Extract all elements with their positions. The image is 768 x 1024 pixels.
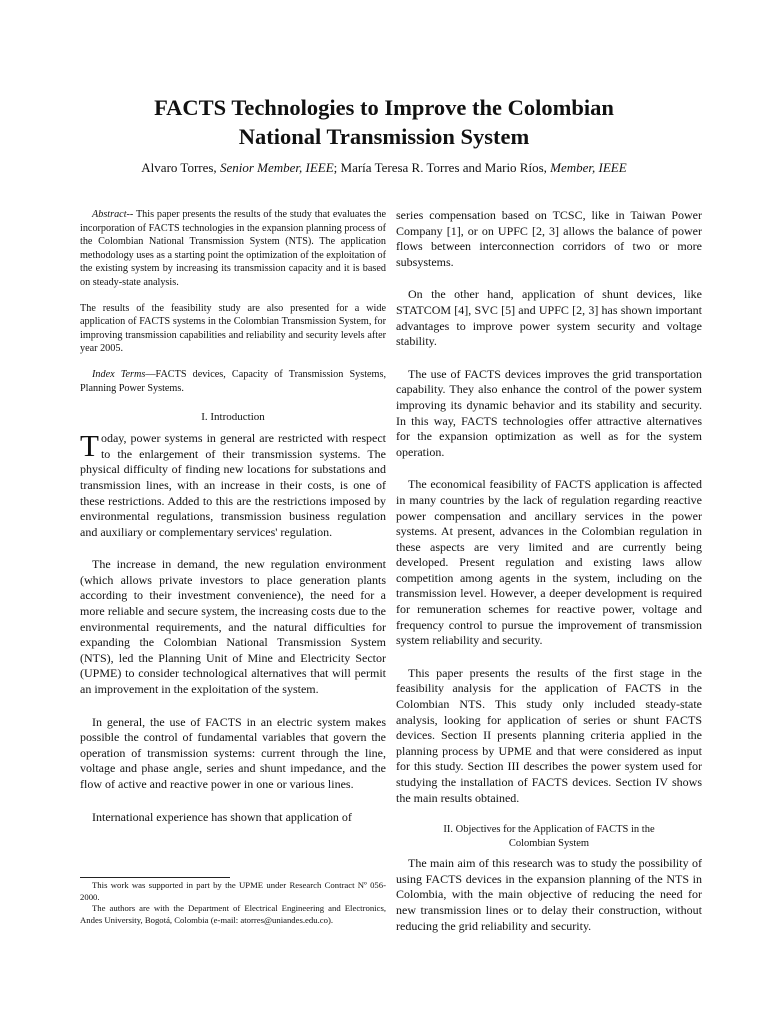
intro-paragraph-4: International experience has shown that application of	[92, 809, 352, 824]
section-2-heading-line-1: II. Objectives for the Application of FACTS in the	[443, 824, 655, 836]
title-line-1: FACTS Technologies to Improve the Colombian	[154, 95, 614, 120]
right-paragraph-2: On the other hand, application of shunt devices, like STATCOM [4], SVC [5] and UPFC [2, 3] has shown important advantages to improve power system security and voltage stability.	[396, 287, 702, 349]
abstract-paragraph-2: The results of the feasibility study are also presented for a wide application of FACTS systems in the Colombian Transmission System, for improving transmission capabilities and reliability and security levels after year 2005.	[80, 302, 386, 355]
dropcap: T	[80, 428, 99, 464]
section-2-heading	[396, 823, 702, 851]
author-1: Alvaro Torres,	[141, 160, 220, 175]
right-column	[396, 208, 702, 934]
right-paragraph-4: The economical feasibility of FACTS application is affected in many countries by the lack of regulation regarding reactive power compensation and ancillary services in the power systems. At present, advances in the Colombian regulation in these aspects are very limited and are currently being developed. Present regulation and existing laws allow competition among agents in the system, including on the transmission level. However, a deeper development is required for remuneration schemes for reactive power, voltage and frequency control to pursue the improvement of transmission system reliability and security.	[396, 477, 702, 648]
index-terms-text: —FACTS devices, Capacity of Transmission Systems, Planning Power Systems.	[80, 368, 386, 394]
paper-title	[0, 93, 768, 151]
intro-paragraph-1	[80, 428, 386, 540]
right-paragraph-5: This paper presents the results of the first stage in the feasibility analysis for the application of FACTS in the Colombian NTS. This study only included steady-state analysis, looking for application of series or shunt FACTS devices. Section II presents planning criteria applied in the planning process by UPME and that were considered as input for this study. Section III describes the power system used for studying the installation of FACTS devices. Section IV shows the main results obtained.	[396, 665, 702, 805]
right-paragraph-3: The use of FACTS devices improves the grid transportation capability. They also enhance the control of the power system improving its dynamic behavior and its stability and security. In this way, FACTS technologies offer attractive alternatives for the expansion optimization as well as for the system operation.	[396, 366, 702, 459]
author-2-3-role: Member, IEEE	[550, 160, 627, 175]
footnote-1: This work was supported in part by the UPME under Research Contract Nº 056-2000.	[80, 880, 386, 902]
intro-paragraph-3: In general, the use of FACTS in an electric system makes possible the control of fundamental variables that govern the operation of transmission systems: current through the line, voltage and phase angle, series and shunt impedance, and the flow of active and reactive power in one or various lines.	[80, 714, 386, 791]
abstract	[80, 208, 386, 290]
index-terms-lead: Index Terms	[92, 368, 146, 380]
author-1-role: Senior Member, IEEE	[219, 160, 334, 175]
left-column	[80, 208, 386, 825]
section-1-heading: I. Introduction	[201, 411, 265, 424]
footnotes	[80, 880, 386, 926]
title-line-2: National Transmission System	[238, 124, 530, 149]
author-2-3: ; María Teresa R. Torres and Mario Ríos,	[333, 160, 551, 175]
footnote-rule	[80, 877, 230, 878]
abstract-lead: Abstract	[92, 209, 127, 220]
right-paragraph-1: series compensation based on TCSC, like in Taiwan Power Company [1], or on UPFC [2, 3] allows the balance of power flows between interconnection corridors of two or more subsystems.	[396, 208, 702, 269]
intro-paragraph-2: The increase in demand, the new regulation environment (which allows private investors to place generation plants according to their investment convenience), the need for a more reliable and secure system, the increasing costs due to the environmental requirements, and the natural difficulties for expanding the Colombian National Transmission System (NTS), led the Planning Unit of Mine and Electricity Sector (UPME) to consider technological alternatives that will permit an improvement in the exploitation of the system.	[80, 557, 386, 697]
index-terms	[80, 368, 386, 395]
section-2-heading-line-2: Colombian System	[508, 838, 590, 850]
author-line	[0, 160, 768, 176]
footnote-2: The authors are with the Department of Electrical Engineering and Electronics, Andes University, Bogotá, Colombia (e-mail: atorres@uniandes.edu.co).	[80, 903, 386, 925]
section-2-paragraph-1: The main aim of this research was to study the possibility of using FACTS devices in the expansion planning of the NTS in Colombia, with the main objective of reducing the need for new transmission lines or to delay their construction, without reducing the grid reliability and security.	[396, 856, 702, 933]
abstract-text: -- This paper presents the results of the study that evaluates the incorporation of FACTS technologies in the expansion planning process of the Colombian National Transmission System (NTS). The application methodology uses as a starting point the optimization of the exploitation of the existing system by increasing its transmission capacity and it is based on steady-state analysis.	[80, 209, 386, 288]
intro-paragraph-1-text: oday, power systems in general are restricted with respect to the enlargement of their transmission systems. The physical difficulty of finding new locations for substations and transmission lines, with an increase in their costs, is one of these restrictions. Added to this are the restrictions imposed by environmental regulations, transmission business regulation and auxiliary or complementary services' regulation.	[80, 431, 386, 539]
